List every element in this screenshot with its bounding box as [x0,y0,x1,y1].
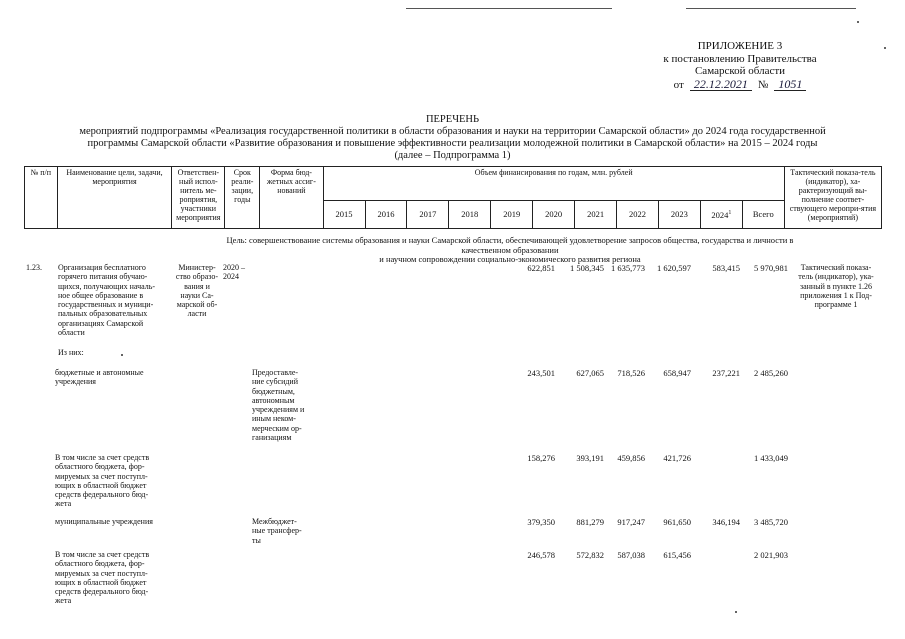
appendix-line: Самарской области [694,65,786,77]
row-name-line: бюджетные и автономные [55,368,144,377]
item-indicator-line: программе 1 [814,300,858,310]
scan-line-top-left [406,8,612,9]
row-value: 1 433,049 [754,453,788,463]
row-value: 2 485,260 [754,368,788,378]
row-name-line: ющих в областной бюджет [55,480,147,490]
row-name-line: мируемых за счет поступл- [55,471,148,481]
header-year: 2016 [365,201,407,229]
row-value: 718,526 [617,368,645,378]
item-name-line: горячего питания обучаю- [58,272,148,282]
row-name-line: мируемых за счет поступл- [55,568,148,578]
row-form [252,368,316,442]
item-indicator-line: Тактический показа- [800,263,872,272]
header-year: 2021 [575,201,617,229]
header-year: 2018 [449,201,491,229]
appendix-block [640,40,840,91]
handwritten-date: 22.12.2021 [690,78,752,92]
scan-speck [884,47,886,49]
item-indicator-line: тель (индикатор), ука- [798,272,874,282]
header-table [24,166,882,229]
item-responsible-line: ство образо- [175,272,219,282]
appendix-title: ПРИЛОЖЕНИЕ 3 [697,40,783,52]
item-responsible-line: науки Са- [180,290,214,300]
appendix-signature-line [640,78,840,92]
item-term-line: 2024 [223,272,239,282]
item-responsible-line: марской об- [176,300,218,310]
item-indicator-line: занный в пункте 1.26 [799,281,873,291]
document-title: ПЕРЕЧЕНЬ [425,114,480,125]
header-year: 2022 [617,201,659,229]
row-value: 421,726 [663,453,691,463]
handwritten-number: 1051 [774,78,806,92]
row-value: 158,276 [527,453,555,463]
row-value: 237,221 [712,368,740,378]
item-indicator [790,263,882,309]
of-which-label: Из них: [58,348,84,357]
row-name-line: областного бюджета, фор- [55,559,145,569]
header-term: Срок реали-зации, годы [225,167,260,229]
row-form-line: ние субсидий [252,377,298,387]
header-name: Наименование цели, задачи, мероприятия [57,167,172,229]
row-name-line: В том числе за счет средств [55,453,150,462]
header-year: 2019 [491,201,533,229]
header-total: Всего [742,201,784,229]
item-indicator-line: приложения 1 к Под- [800,290,872,300]
item-name-line: ное общее образование в [58,290,144,300]
scan-speck [735,611,737,613]
item-responsible [171,263,223,319]
item-responsible-line: ласти [187,309,207,319]
item-name [58,263,170,337]
row-form-line: иным неком- [252,414,296,424]
row-name [55,453,167,509]
row-value: 961,650 [663,517,691,527]
row-form-line: мерческим ор- [252,423,302,433]
row-value: 572,832 [576,550,604,560]
footnote-mark: 1 [728,210,732,217]
heading-line: программы Самарской области «Развитие образования и повышение эффективности реализации молодежной политики в Самарской области» на 2015 – 2024 годы [87,138,818,149]
row-value: 627,065 [576,368,604,378]
row-name-line: средств федерального бюд- [55,587,149,597]
item-number: 1.23. [26,263,42,272]
row-name [55,517,167,526]
row-name-line: В том числе за счет средств [55,550,150,559]
item-value: 622,851 [527,263,555,273]
item-value: 583,415 [712,263,740,273]
row-form-line: ные трансфер- [252,526,302,536]
row-value: 2 021,903 [754,550,788,560]
header-form: Форма бюд-жетных ассиг-нований [260,167,323,229]
heading-line: (далее – Подпрограмма 1) [394,150,511,161]
item-name-line: Организация бесплатного [58,263,146,272]
header-year: 2015 [323,201,365,229]
row-name-line: жета [55,596,72,606]
row-name-line: средств федерального бюд- [55,490,149,500]
goal-text: Цель: совершенствование системы образования и науки Самарской области, обеспечивающей удовлетворение запросов общества, государства и личности в качественном образовании и научном сопровождении социально-экономического развития региона [226,235,794,264]
item-name-line: щихся, получающих началь- [58,281,156,291]
scan-line-top-right [686,8,856,9]
header-indicator: Тактический показа-тель (индикатор), ха-рактеризующий вы-полнение соответ-ствующего меропри-ятия (мероприятий) [784,167,881,229]
row-name [55,550,167,606]
row-form-line: Межбюджет- [252,517,297,526]
item-name-line: государственных и муници- [58,300,154,310]
date-prefix: от [673,78,684,91]
item-value: 1 620,597 [657,263,691,273]
header-funding: Объем финансирования по годам, млн. рублей [323,167,784,201]
row-form-line: бюджетным, [252,386,295,396]
row-name-line: областного бюджета, фор- [55,462,145,472]
row-form-line: ганизациям [252,433,292,443]
row-form-line: Предоставле- [252,368,299,377]
item-value: 5 970,981 [754,263,788,273]
row-value: 459,856 [617,453,645,463]
item-name-line: области [58,328,85,338]
row-value: 379,350 [527,517,555,527]
row-value: 881,279 [576,517,604,527]
row-form-line: учреждениям и [252,405,305,415]
item-name-line: пальных образовательных [58,309,148,319]
row-value: 587,038 [617,550,645,560]
header-year: 2020 [533,201,575,229]
scan-speck [857,21,859,23]
header-year: 2023 [658,201,700,229]
row-name-line: жета [55,499,72,509]
item-responsible-line: вания и [184,281,210,291]
header-year: 2017 [407,201,449,229]
heading-line: мероприятий подпрограммы «Реализация государственной политики в области образования и науки на территории Самарской области» до 2024 года государственной [79,126,826,137]
header-responsible: Ответствен-ный испол-нитель ме-роприятия, участники мероприятия [172,167,225,229]
row-form-line: автономным [252,395,295,405]
item-term [223,263,255,282]
number-prefix: № [757,78,769,91]
appendix-line: к постановлению Правительства [663,52,817,65]
header-year-2024: 2024$^1$ [700,201,742,229]
item-term-line: 2020 – [223,263,245,272]
row-name-line: ющих в областной бюджет [55,577,147,587]
scan-speck [121,354,123,356]
item-value: 1 635,773 [611,263,645,273]
header-number: № п/п [25,167,58,229]
row-name-line: учреждения [55,377,96,387]
row-value: 246,578 [527,550,555,560]
row-value: 658,947 [663,368,691,378]
row-value: 615,456 [663,550,691,560]
row-value: 393,191 [576,453,604,463]
row-form [252,517,316,545]
row-value: 917,247 [617,517,645,527]
row-value: 3 485,720 [754,517,788,527]
row-name-line: муниципальные учреждения [55,517,153,526]
row-name [55,368,167,387]
row-form-line: ты [252,535,261,545]
row-value: 346,194 [712,517,740,527]
row-value: 243,501 [527,368,555,378]
item-responsible-line: Министер- [178,263,216,272]
item-name-line: организациях Самарской [58,318,144,328]
item-value: 1 508,345 [570,263,604,273]
